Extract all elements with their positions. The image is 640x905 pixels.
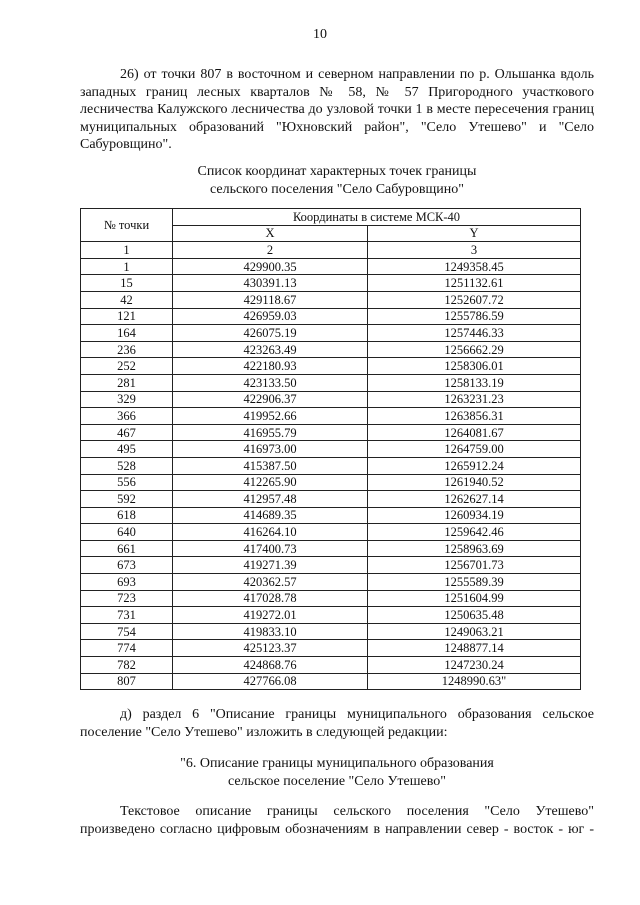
x-coordinate-cell: 425123.37	[173, 640, 368, 657]
point-number-cell: 807	[81, 673, 173, 690]
table-row	[81, 640, 581, 657]
point-number-cell: 723	[81, 590, 173, 607]
y-coordinate-cell: 1252607.72	[368, 291, 581, 308]
y-coordinate-cell: 1258963.69	[368, 540, 581, 557]
section-d-line-2: поселение "Село Утешево" изложить в следующей редакции:	[80, 724, 448, 740]
point-number-cell: 661	[81, 540, 173, 557]
table-row	[81, 325, 581, 342]
index-cell: 1	[81, 242, 173, 259]
y-coordinate-cell: 1256662.29	[368, 341, 581, 358]
table-row	[81, 457, 581, 474]
y-coordinate-cell: 1258133.19	[368, 374, 581, 391]
point-number-cell: 495	[81, 441, 173, 458]
table-row	[81, 524, 581, 541]
table-row	[81, 491, 581, 508]
list-title-line-2: сельского поселения "Село Сабуровщино"	[210, 181, 464, 197]
index-cell: 2	[173, 242, 368, 259]
y-coordinate-cell: 1251132.61	[368, 275, 581, 292]
table-row	[81, 540, 581, 557]
point-number-cell: 556	[81, 474, 173, 491]
table-row	[81, 358, 581, 375]
table-row	[81, 258, 581, 275]
table-row	[81, 474, 581, 491]
y-coordinate-cell: 1258306.01	[368, 358, 581, 375]
y-coordinate-cell: 1260934.19	[368, 507, 581, 524]
point-number-cell: 754	[81, 623, 173, 640]
point-number-cell: 731	[81, 607, 173, 624]
point-number-cell: 693	[81, 574, 173, 591]
point-number-cell: 618	[81, 507, 173, 524]
point-number-cell: 528	[81, 457, 173, 474]
y-coordinate-cell: 1256701.73	[368, 557, 581, 574]
x-coordinate-cell: 420362.57	[173, 574, 368, 591]
header-y: Y	[368, 225, 581, 242]
table-row	[81, 391, 581, 408]
y-coordinate-cell: 1247230.24	[368, 657, 581, 674]
point-number-cell: 366	[81, 408, 173, 425]
section6-title-line-1: "6. Описание границы муниципального образования	[180, 756, 494, 771]
header-point-number: № точки	[81, 209, 173, 242]
y-coordinate-cell: 1248990.63"	[368, 673, 581, 690]
x-coordinate-cell: 419952.66	[173, 408, 368, 425]
x-coordinate-cell: 422906.37	[173, 391, 368, 408]
y-coordinate-cell: 1262627.14	[368, 491, 581, 508]
table-row	[81, 574, 581, 591]
x-coordinate-cell: 414689.35	[173, 507, 368, 524]
point-number-cell: 252	[81, 358, 173, 375]
index-cell: 3	[368, 242, 581, 259]
table-row	[81, 275, 581, 292]
x-coordinate-cell: 419833.10	[173, 623, 368, 640]
table-row	[81, 441, 581, 458]
intro-line-3: лесничества Калужского лесничества до узловой точки 1 в месте пересечения границ	[80, 102, 594, 117]
point-number-cell: 121	[81, 308, 173, 325]
table-row	[81, 607, 581, 624]
list-title-line-1: Список координат характерных точек границы	[197, 164, 477, 179]
table-row	[81, 657, 581, 674]
y-coordinate-cell: 1249063.21	[368, 623, 581, 640]
intro-line-2: западных границ лесных кварталов № 58, № 57 Пригородного участкового	[80, 84, 594, 100]
x-coordinate-cell: 423263.49	[173, 341, 368, 358]
y-coordinate-cell: 1264759.00	[368, 441, 581, 458]
table-row	[81, 557, 581, 574]
x-coordinate-cell: 429900.35	[173, 258, 368, 275]
y-coordinate-cell: 1263231.23	[368, 391, 581, 408]
x-coordinate-cell: 419271.39	[173, 557, 368, 574]
point-number-cell: 774	[81, 640, 173, 657]
intro-line-5: Сабуровщино".	[80, 137, 172, 152]
text-description-paragraph	[80, 803, 594, 838]
x-coordinate-cell: 417400.73	[173, 540, 368, 557]
x-coordinate-cell: 423133.50	[173, 374, 368, 391]
y-coordinate-cell: 1261940.52	[368, 474, 581, 491]
y-coordinate-cell: 1259642.46	[368, 524, 581, 541]
x-coordinate-cell: 427766.08	[173, 673, 368, 690]
y-coordinate-cell: 1255589.39	[368, 574, 581, 591]
table-row	[81, 341, 581, 358]
point-number-cell: 42	[81, 291, 173, 308]
header-x: X	[173, 225, 368, 242]
x-coordinate-cell: 424868.76	[173, 657, 368, 674]
intro-line-1: 26) от точки 807 в восточном и северном направлении по р. Ольшанка вдоль	[120, 67, 594, 82]
table-row	[81, 590, 581, 607]
x-coordinate-cell: 412265.90	[173, 474, 368, 491]
y-coordinate-cell: 1257446.33	[368, 325, 581, 342]
text-line-2: произведено согласно цифровым обозначениям в направлении север - восток - юг -	[80, 821, 594, 837]
list-title	[80, 163, 594, 198]
x-coordinate-cell: 422180.93	[173, 358, 368, 375]
y-coordinate-cell: 1263856.31	[368, 408, 581, 425]
y-coordinate-cell: 1251604.99	[368, 590, 581, 607]
y-coordinate-cell: 1250635.48	[368, 607, 581, 624]
header-coordinates: Координаты в системе МСК-40	[173, 209, 581, 226]
table-row	[81, 623, 581, 640]
x-coordinate-cell: 416264.10	[173, 524, 368, 541]
point-number-cell: 329	[81, 391, 173, 408]
intro-line-4: муниципальных образований "Юхновский район", "Село Утешево" и "Село	[80, 119, 594, 135]
x-coordinate-cell: 430391.13	[173, 275, 368, 292]
table-row	[81, 673, 581, 690]
table-row	[81, 374, 581, 391]
section6-title-line-2: сельское поселение "Село Утешево"	[228, 773, 446, 789]
table-row	[81, 291, 581, 308]
point-number-cell: 15	[81, 275, 173, 292]
table-row	[81, 507, 581, 524]
y-coordinate-cell: 1255786.59	[368, 308, 581, 325]
x-coordinate-cell: 416955.79	[173, 424, 368, 441]
x-coordinate-cell: 412957.48	[173, 491, 368, 508]
point-number-cell: 236	[81, 341, 173, 358]
point-number-cell: 673	[81, 557, 173, 574]
point-number-cell: 281	[81, 374, 173, 391]
section-d-paragraph	[80, 706, 594, 741]
table-row	[81, 408, 581, 425]
point-number-cell: 467	[81, 424, 173, 441]
y-coordinate-cell: 1248877.14	[368, 640, 581, 657]
y-coordinate-cell: 1265912.24	[368, 457, 581, 474]
section6-title	[80, 755, 594, 790]
intro-paragraph	[80, 66, 594, 154]
point-number-cell: 592	[81, 491, 173, 508]
x-coordinate-cell: 426075.19	[173, 325, 368, 342]
coordinates-table	[80, 208, 581, 690]
text-line-1: Текстовое описание границы сельского поселения "Село Утешево"	[120, 804, 594, 819]
x-coordinate-cell: 426959.03	[173, 308, 368, 325]
x-coordinate-cell: 415387.50	[173, 457, 368, 474]
x-coordinate-cell: 419272.01	[173, 607, 368, 624]
table-row	[81, 424, 581, 441]
section-d-line-1: д) раздел 6 "Описание границы муниципального образования сельское	[120, 707, 594, 722]
point-number-cell: 164	[81, 325, 173, 342]
y-coordinate-cell: 1249358.45	[368, 258, 581, 275]
table-row	[81, 308, 581, 325]
y-coordinate-cell: 1264081.67	[368, 424, 581, 441]
point-number-cell: 640	[81, 524, 173, 541]
x-coordinate-cell: 416973.00	[173, 441, 368, 458]
point-number-cell: 782	[81, 657, 173, 674]
point-number-cell: 1	[81, 258, 173, 275]
page-number: 10	[313, 27, 327, 42]
x-coordinate-cell: 429118.67	[173, 291, 368, 308]
x-coordinate-cell: 417028.78	[173, 590, 368, 607]
